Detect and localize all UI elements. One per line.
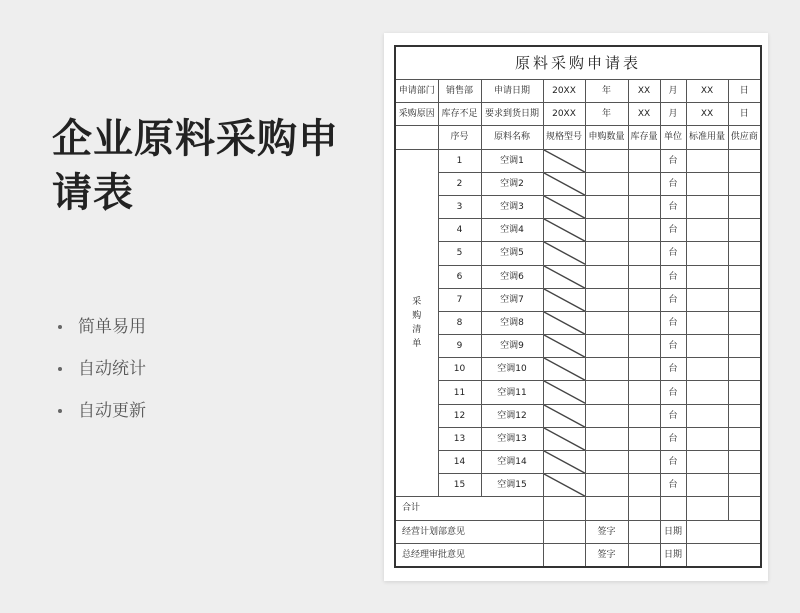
item-supplier[interactable] (728, 149, 761, 172)
item-stock[interactable] (628, 195, 660, 218)
column-header: 单位 (660, 126, 686, 149)
diagonal-line-icon (544, 474, 585, 496)
item-name[interactable]: 空调2 (481, 172, 543, 195)
item-stock[interactable] (628, 474, 660, 497)
feature-item (58, 306, 146, 348)
item-qty[interactable] (585, 358, 628, 381)
item-name[interactable]: 空调11 (481, 381, 543, 404)
info-cell[interactable]: XX (686, 103, 728, 126)
approval-opinion[interactable] (543, 520, 585, 543)
item-no: 1 (438, 149, 481, 172)
bullet-dot-icon (58, 367, 62, 371)
info-row (395, 103, 761, 126)
item-std-usage[interactable] (686, 172, 728, 195)
item-spec-empty[interactable] (543, 451, 585, 474)
total-label: 合计 (395, 497, 543, 520)
table-row (395, 404, 761, 427)
info-cell[interactable]: 20XX (543, 103, 585, 126)
item-name[interactable]: 空调3 (481, 195, 543, 218)
item-qty[interactable] (585, 219, 628, 242)
item-supplier[interactable] (728, 172, 761, 195)
info-cell: 要求到货日期 (481, 103, 543, 126)
item-name[interactable]: 空调7 (481, 288, 543, 311)
column-header: 规格型号 (543, 126, 585, 149)
table-row (395, 195, 761, 218)
section-label (395, 149, 438, 497)
item-no: 14 (438, 451, 481, 474)
item-qty[interactable] (585, 404, 628, 427)
diagonal-line-icon (544, 150, 585, 172)
item-std-usage[interactable] (686, 358, 728, 381)
diagonal-line-icon (544, 219, 585, 241)
item-supplier[interactable] (728, 265, 761, 288)
item-stock[interactable] (628, 358, 660, 381)
item-qty[interactable] (585, 265, 628, 288)
diagonal-line-icon (544, 405, 585, 427)
diagonal-line-icon (544, 428, 585, 450)
feature-label: 简单易用 (78, 317, 146, 337)
section-label-char: 单 (412, 338, 422, 349)
diagonal-line-icon (544, 335, 585, 357)
item-supplier[interactable] (728, 358, 761, 381)
item-name[interactable]: 空调12 (481, 404, 543, 427)
item-supplier[interactable] (728, 427, 761, 450)
item-spec-empty[interactable] (543, 358, 585, 381)
item-unit: 台 (660, 311, 686, 334)
table-row (395, 474, 761, 497)
info-cell[interactable]: 库存不足 (438, 103, 481, 126)
table-row (395, 381, 761, 404)
item-unit: 台 (660, 381, 686, 404)
item-std-usage[interactable] (686, 242, 728, 265)
bullet-dot-icon (58, 409, 62, 413)
item-spec-empty[interactable] (543, 311, 585, 334)
item-std-usage[interactable] (686, 288, 728, 311)
item-qty[interactable] (585, 335, 628, 358)
item-no: 9 (438, 335, 481, 358)
column-header: 库存量 (628, 126, 660, 149)
section-label-char: 采 (412, 296, 422, 307)
item-qty[interactable] (585, 381, 628, 404)
item-std-usage[interactable] (686, 195, 728, 218)
item-spec-empty[interactable] (543, 195, 585, 218)
item-stock[interactable] (628, 288, 660, 311)
info-cell: 申请日期 (481, 80, 543, 103)
item-supplier[interactable] (728, 195, 761, 218)
approval-row (395, 543, 761, 567)
item-name[interactable]: 空调13 (481, 427, 543, 450)
info-cell[interactable]: XX (628, 103, 660, 126)
sign-field[interactable] (628, 520, 660, 543)
diagonal-line-icon (544, 358, 585, 380)
item-supplier[interactable] (728, 242, 761, 265)
item-spec-empty[interactable] (543, 265, 585, 288)
item-stock[interactable] (628, 265, 660, 288)
info-row (395, 80, 761, 103)
column-header: 序号 (438, 126, 481, 149)
table-row (395, 265, 761, 288)
section-header-blank (395, 126, 438, 149)
info-cell: 采购原因 (395, 103, 438, 126)
info-cell: 月 (660, 103, 686, 126)
item-supplier[interactable] (728, 404, 761, 427)
item-name[interactable]: 空调6 (481, 265, 543, 288)
item-spec-empty[interactable] (543, 149, 585, 172)
total-qty[interactable] (585, 497, 628, 520)
item-unit: 台 (660, 474, 686, 497)
item-supplier[interactable] (728, 451, 761, 474)
procurement-form-table (394, 45, 762, 568)
feature-item (58, 348, 146, 390)
column-header: 标准用量 (686, 126, 728, 149)
item-unit: 台 (660, 195, 686, 218)
item-qty[interactable] (585, 149, 628, 172)
item-stock[interactable] (628, 451, 660, 474)
item-name[interactable]: 空调14 (481, 451, 543, 474)
bullet-dot-icon (58, 325, 62, 329)
item-unit: 台 (660, 242, 686, 265)
info-cell[interactable]: XX (686, 80, 728, 103)
feature-list (58, 306, 146, 432)
item-spec-empty[interactable] (543, 474, 585, 497)
sign-label: 签字 (585, 520, 628, 543)
form-title: 原料采购申请表 (395, 46, 761, 80)
item-supplier[interactable] (728, 381, 761, 404)
item-unit: 台 (660, 451, 686, 474)
table-row (395, 311, 761, 334)
info-cell: 年 (585, 80, 628, 103)
item-unit: 台 (660, 358, 686, 381)
item-no: 3 (438, 195, 481, 218)
item-stock[interactable] (628, 381, 660, 404)
item-stock[interactable] (628, 427, 660, 450)
item-stock[interactable] (628, 242, 660, 265)
item-spec-empty[interactable] (543, 219, 585, 242)
item-stock[interactable] (628, 149, 660, 172)
item-unit: 台 (660, 265, 686, 288)
item-spec-empty[interactable] (543, 404, 585, 427)
column-header: 申购数量 (585, 126, 628, 149)
item-qty[interactable] (585, 451, 628, 474)
feature-item (58, 390, 146, 432)
item-qty[interactable] (585, 427, 628, 450)
info-cell[interactable]: 销售部 (438, 80, 481, 103)
sign-field[interactable] (628, 543, 660, 567)
page-title: 企业原料采购申请表 (52, 116, 339, 216)
item-std-usage[interactable] (686, 474, 728, 497)
item-std-usage[interactable] (686, 451, 728, 474)
item-stock[interactable] (628, 311, 660, 334)
item-spec-empty[interactable] (543, 427, 585, 450)
item-unit: 台 (660, 404, 686, 427)
table-row (395, 172, 761, 195)
item-name[interactable]: 空调15 (481, 474, 543, 497)
item-std-usage[interactable] (686, 427, 728, 450)
form-title-row (395, 46, 761, 80)
item-stock[interactable] (628, 335, 660, 358)
item-no: 11 (438, 381, 481, 404)
item-name[interactable]: 空调10 (481, 358, 543, 381)
diagonal-line-icon (544, 242, 585, 264)
date-label: 日期 (660, 543, 686, 567)
diagonal-line-icon (544, 312, 585, 334)
item-name[interactable]: 空调8 (481, 311, 543, 334)
item-name[interactable]: 空调5 (481, 242, 543, 265)
item-unit: 台 (660, 288, 686, 311)
item-supplier[interactable] (728, 311, 761, 334)
item-no: 4 (438, 219, 481, 242)
section-label-char: 购 (412, 310, 422, 321)
item-unit: 台 (660, 219, 686, 242)
table-row (395, 358, 761, 381)
total-supplier[interactable] (728, 497, 761, 520)
item-spec-empty[interactable] (543, 172, 585, 195)
info-cell: 日 (728, 103, 761, 126)
diagonal-line-icon (544, 266, 585, 288)
approval-label: 总经理审批意见 (395, 543, 543, 567)
item-spec-empty[interactable] (543, 288, 585, 311)
table-row (395, 219, 761, 242)
table-row (395, 335, 761, 358)
item-supplier[interactable] (728, 219, 761, 242)
sign-label: 签字 (585, 543, 628, 567)
table-row (395, 242, 761, 265)
table-row (395, 427, 761, 450)
date-label: 日期 (660, 520, 686, 543)
info-cell: 申请部门 (395, 80, 438, 103)
item-no: 8 (438, 311, 481, 334)
feature-label: 自动统计 (78, 359, 146, 379)
item-no: 2 (438, 172, 481, 195)
item-qty[interactable] (585, 474, 628, 497)
section-label-char: 清 (412, 324, 422, 335)
table-row (395, 149, 761, 172)
item-unit: 台 (660, 172, 686, 195)
item-qty[interactable] (585, 195, 628, 218)
approval-opinion[interactable] (543, 543, 585, 567)
diagonal-line-icon (544, 196, 585, 218)
item-std-usage[interactable] (686, 335, 728, 358)
item-no: 13 (438, 427, 481, 450)
item-std-usage[interactable] (686, 265, 728, 288)
total-row (395, 497, 761, 520)
item-no: 6 (438, 265, 481, 288)
item-no: 5 (438, 242, 481, 265)
item-std-usage[interactable] (686, 219, 728, 242)
item-spec-empty[interactable] (543, 335, 585, 358)
diagonal-line-icon (544, 289, 585, 311)
date-field[interactable] (686, 520, 761, 543)
item-qty[interactable] (585, 172, 628, 195)
item-no: 10 (438, 358, 481, 381)
item-no: 12 (438, 404, 481, 427)
diagonal-line-icon (544, 173, 585, 195)
info-cell[interactable]: XX (628, 80, 660, 103)
item-name[interactable]: 空调1 (481, 149, 543, 172)
info-cell[interactable]: 20XX (543, 80, 585, 103)
item-std-usage[interactable] (686, 149, 728, 172)
total-blank (543, 497, 585, 520)
feature-label: 自动更新 (78, 401, 146, 421)
item-name[interactable]: 空调9 (481, 335, 543, 358)
item-spec-empty[interactable] (543, 242, 585, 265)
item-qty[interactable] (585, 288, 628, 311)
item-qty[interactable] (585, 311, 628, 334)
info-cell: 日 (728, 80, 761, 103)
total-std[interactable] (686, 497, 728, 520)
item-supplier[interactable] (728, 474, 761, 497)
item-std-usage[interactable] (686, 381, 728, 404)
diagonal-line-icon (544, 381, 585, 403)
item-qty[interactable] (585, 242, 628, 265)
item-stock[interactable] (628, 404, 660, 427)
approval-row (395, 520, 761, 543)
table-row (395, 451, 761, 474)
info-cell: 年 (585, 103, 628, 126)
approval-label: 经营计划部意见 (395, 520, 543, 543)
info-cell: 月 (660, 80, 686, 103)
total-unit (660, 497, 686, 520)
form-sheet (384, 33, 768, 581)
total-stock[interactable] (628, 497, 660, 520)
item-unit: 台 (660, 335, 686, 358)
item-std-usage[interactable] (686, 404, 728, 427)
item-stock[interactable] (628, 172, 660, 195)
item-supplier[interactable] (728, 288, 761, 311)
column-header-row (395, 126, 761, 149)
item-supplier[interactable] (728, 335, 761, 358)
column-header: 供应商 (728, 126, 761, 149)
item-stock[interactable] (628, 219, 660, 242)
item-name[interactable]: 空调4 (481, 219, 543, 242)
table-row (395, 288, 761, 311)
item-no: 7 (438, 288, 481, 311)
item-no: 15 (438, 474, 481, 497)
item-unit: 台 (660, 149, 686, 172)
diagonal-line-icon (544, 451, 585, 473)
date-field[interactable] (686, 543, 761, 567)
item-spec-empty[interactable] (543, 381, 585, 404)
item-std-usage[interactable] (686, 311, 728, 334)
item-unit: 台 (660, 427, 686, 450)
column-header: 原料名称 (481, 126, 543, 149)
